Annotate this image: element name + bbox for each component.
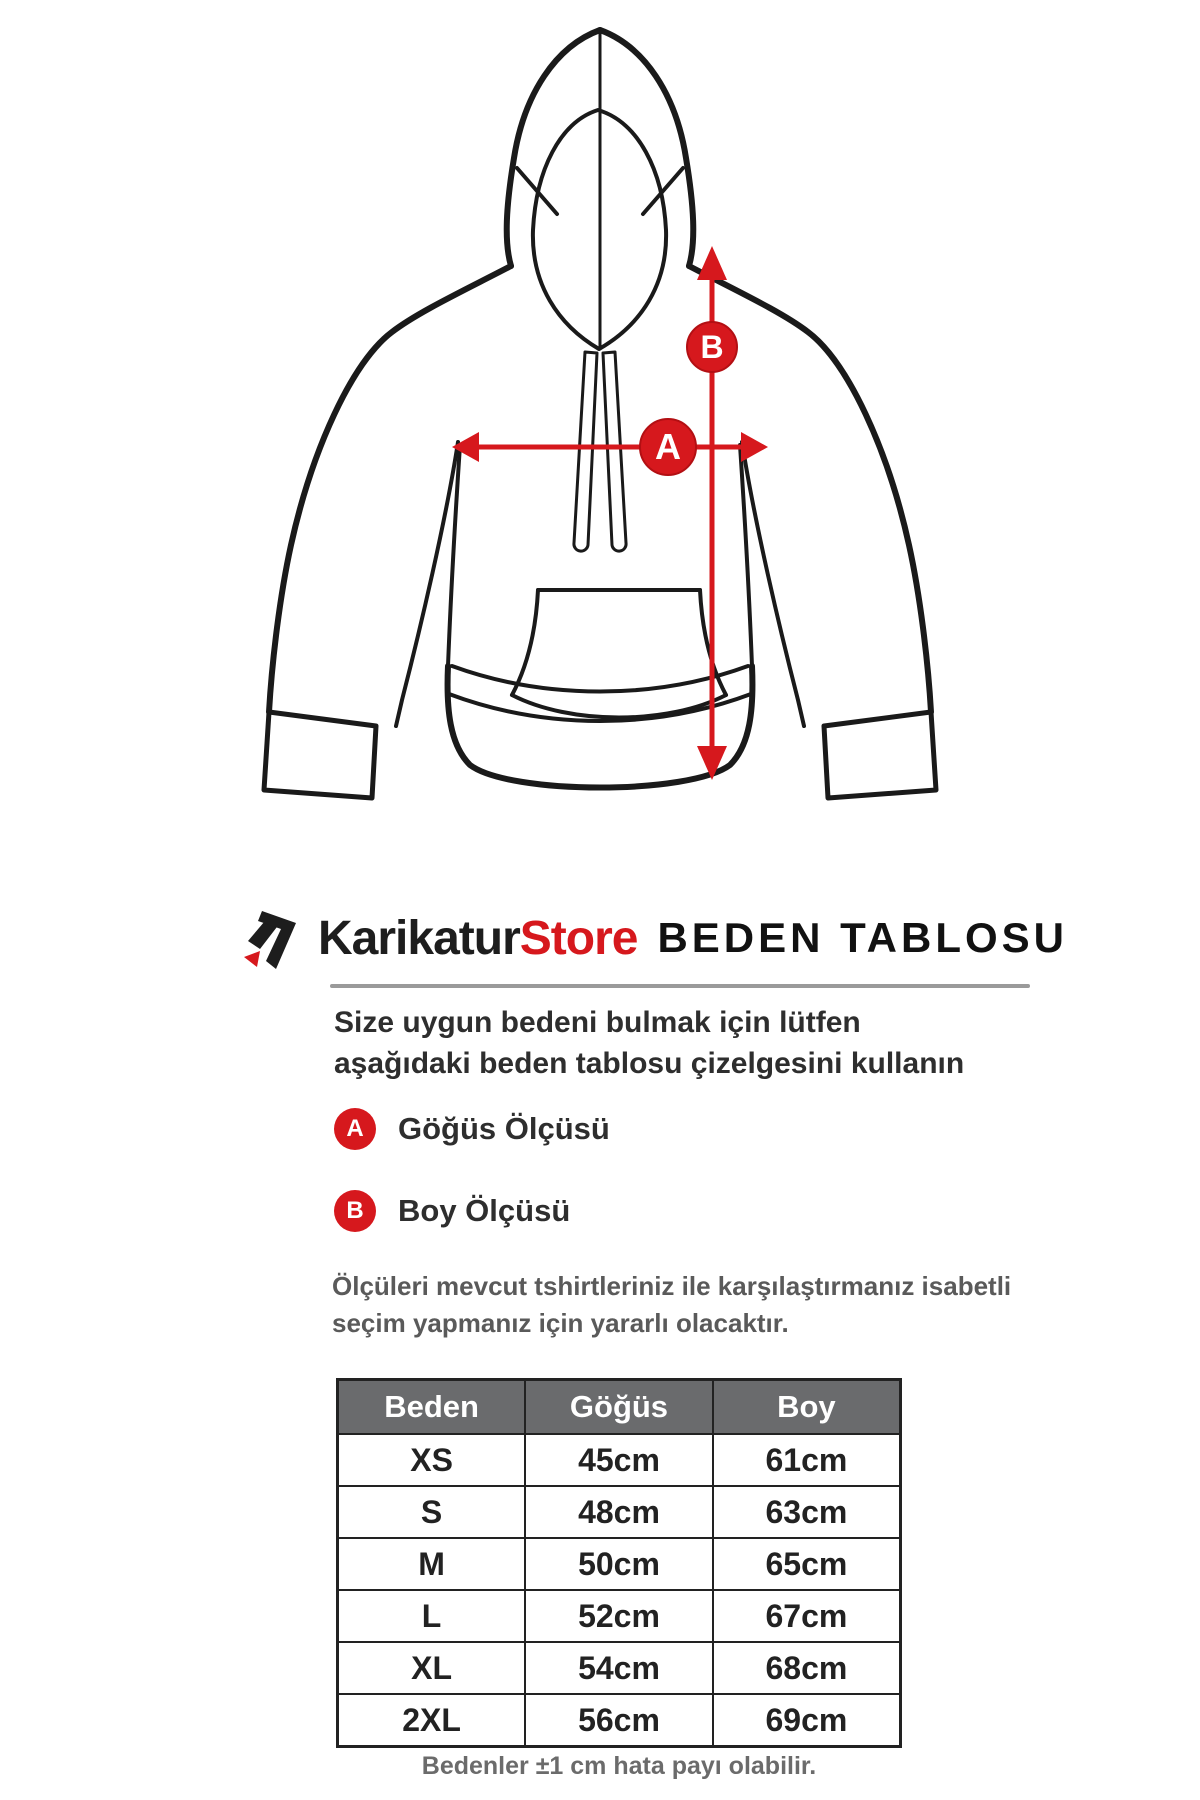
legend-b-label: Boy Ölçüsü [398, 1193, 571, 1228]
size-cell: L [338, 1590, 526, 1642]
chest-cell: 56cm [525, 1694, 713, 1747]
size-cell: XL [338, 1642, 526, 1694]
karikaturstore-logo-icon [238, 901, 312, 975]
size-cell: M [338, 1538, 526, 1590]
chest-cell: 45cm [525, 1434, 713, 1486]
legend-b-badge: B [334, 1190, 376, 1232]
note-line-1: Ölçüleri mevcut tshirtleriniz ile karşılaştırmanız isabetli [332, 1271, 1012, 1301]
table-row [338, 1434, 901, 1486]
size-table [336, 1378, 902, 1748]
note-line-2: seçim yapmanız için yararlı olacaktır. [332, 1308, 789, 1338]
chest-cell: 52cm [525, 1590, 713, 1642]
brand-name [318, 911, 637, 966]
length-cell: 67cm [713, 1590, 901, 1642]
hoodie-outline-drawing [0, 0, 1200, 880]
hoodie-measurement-diagram [0, 0, 1200, 880]
legend-a-label: Göğüs Ölçüsü [398, 1111, 610, 1146]
intro-text [334, 1002, 1054, 1084]
header-divider [330, 984, 1030, 988]
brand-header [238, 896, 1068, 980]
size-cell: XS [338, 1434, 526, 1486]
size-table-header-boy: Boy [713, 1380, 901, 1435]
chest-cell: 54cm [525, 1642, 713, 1694]
size-cell: S [338, 1486, 526, 1538]
tolerance-footnote: Bedenler ±1 cm hata payı olabilir. [421, 1752, 817, 1780]
chest-cell: 48cm [525, 1486, 713, 1538]
size-table-header-row [338, 1380, 901, 1435]
arrow-b-up-head [697, 246, 727, 280]
legend-a-badge: A [334, 1108, 376, 1150]
size-table-header-gogus: Göğüs [525, 1380, 713, 1435]
table-row [338, 1642, 901, 1694]
brand-name-accent: Store [519, 911, 638, 965]
intro-line-1: Size uygun bedeni bulmak için lütfen [334, 1006, 861, 1039]
length-cell: 69cm [713, 1694, 901, 1747]
note-text [332, 1268, 1032, 1342]
length-cell: 63cm [713, 1486, 901, 1538]
length-cell: 65cm [713, 1538, 901, 1590]
length-cell: 61cm [713, 1434, 901, 1486]
measure-b-badge-label: B [700, 329, 724, 365]
table-row [338, 1590, 901, 1642]
section-title: BEDEN TABLOSU [657, 914, 1069, 961]
intro-line-2: aşağıdaki beden tablosu çizelgesini kullanın [334, 1047, 965, 1080]
size-cell: 2XL [338, 1694, 526, 1747]
measure-a-badge-label: A [655, 426, 681, 467]
size-table-header-beden: Beden [338, 1380, 526, 1435]
brand-name-primary: Karikatur [318, 911, 520, 965]
length-cell: 68cm [713, 1642, 901, 1694]
chest-cell: 50cm [525, 1538, 713, 1590]
table-row [338, 1694, 901, 1747]
table-row [338, 1486, 901, 1538]
arrow-a-right-head [741, 432, 768, 462]
legend-item-length [334, 1190, 570, 1232]
table-row [338, 1538, 901, 1590]
legend-item-chest [334, 1108, 610, 1150]
